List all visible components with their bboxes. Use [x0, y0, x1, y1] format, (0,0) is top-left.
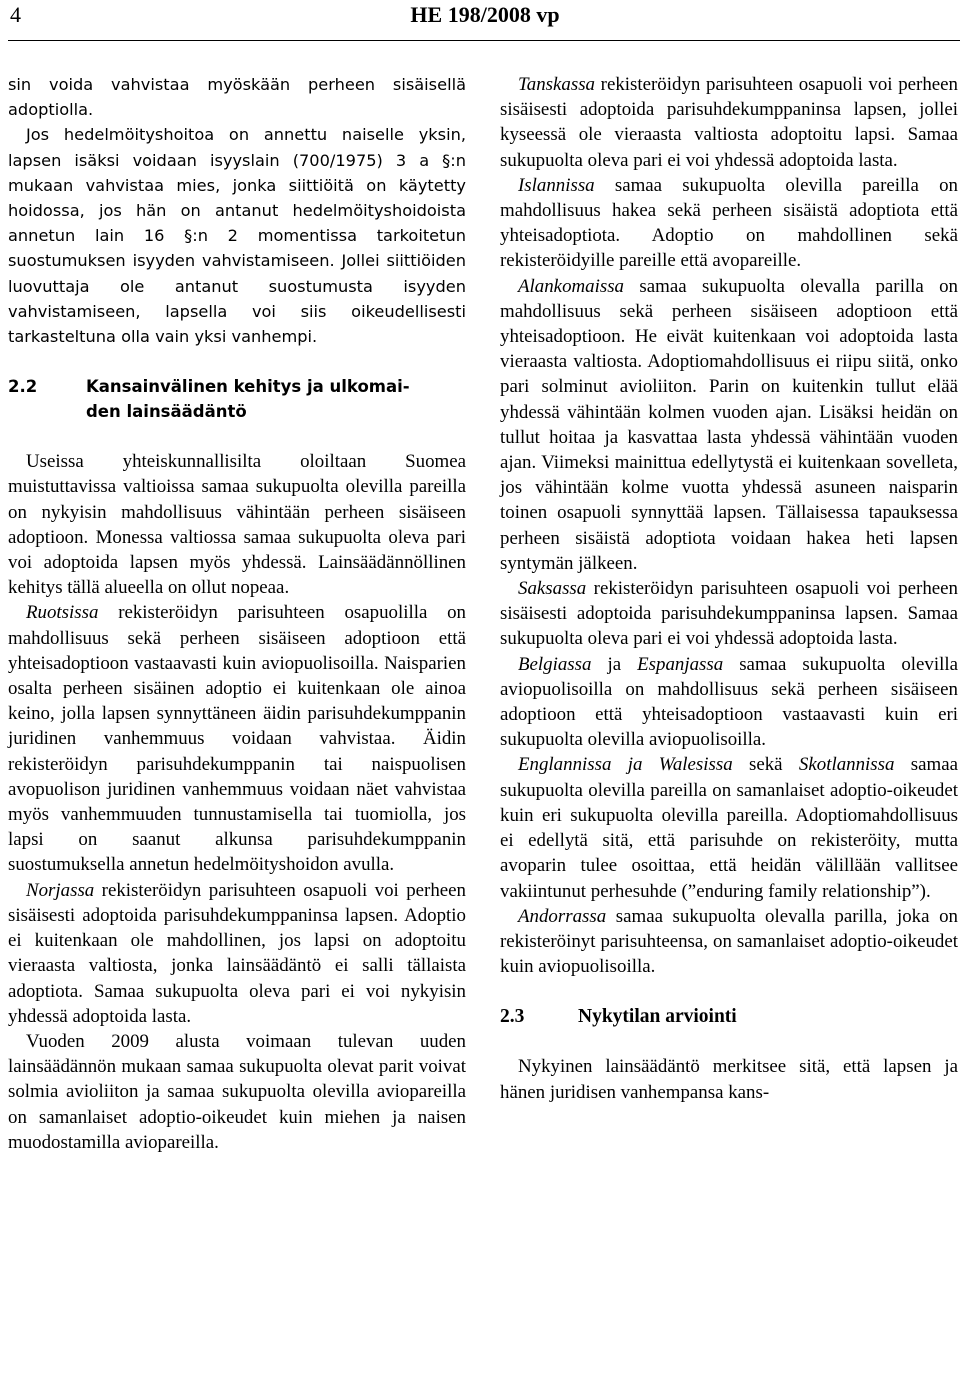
country-sweden: Ruotsissa: [26, 602, 99, 624]
left-paragraph-4: Ruotsissa rekisteröidyn parisuhteen osapuolilla on mahdollisuus sekä perheen sisäiseen adoptioon että yhteisadoptioon vastaavasti kuin aviopuolisoilla. Naisparien osalta perheen sisäinen adoptio ei kuitenkaan ole ainoa keino, jolla lapsen synnyttäneen äidin parisuhdekumppanin juridinen vanhemmuus voidaan vahvistaa. Äidin rekisteröidyn parisuhdekumppanin tai naispuolisen avopuolison juridinen vanhemmuus voidaan näet vahvistaa myös vanhemmuuden tunnustamisella tai tuomiolla, jos lapsi on saanut alkunsa parisuhdekumppanin suostumuksella annetun hedelmöityshoidon avulla.: [8, 602, 466, 876]
left-paragraph-2: Jos hedelmöityshoitoa on annettu naiselle yksin, lapsen isäksi voidaan isyyslain (700/1975) 3 a §:n mukaan vahvistaa mies, jonka siittiöitä on käytetty hoidossa, jos hän on antanut hedelmöityshoidoista annetun lain 16 §:n 2 momentissa tarkoitetun suostumuksen isyyden vahvistamiseen. Jollei siittiöiden luovuttaja ole antanut suostumusta isyyden vahvistamiseen, lapsella voi siis oikeudellisesti tarkasteltuna olla vain yksi vanhempi.: [8, 125, 466, 347]
right-paragraph-7: Andorrassa samaa sukupuolta olevalla parilla, joka on rekisteröinyt parisuhteensa, on samanlaiset adoptio-oikeudet kuin aviopuolisoilla.: [500, 905, 958, 978]
section-2-3-heading: [500, 1004, 958, 1029]
right-paragraph-2: Islannissa samaa sukupuolta olevilla pareilla on mahdollisuus hakea sekä perheen sisäistä adoptiota että yhteisadoptiota. Adoptio on mahdollinen sekä rekisteröidyille pareille että avopareille.: [500, 174, 958, 272]
country-netherlands: Alankomaissa: [518, 275, 624, 297]
page-header: [0, 0, 960, 40]
right-paragraph-1: Tanskassa rekisteröidyn parisuhteen osapuoli voi perheen sisäisesti adoptoida parisuhdekumppaninsa lapsen, jollei kyseessä ole vieraasta valtiosta adoptoitu lapsi. Samaa sukupuolta oleva pari ei voi yhdessä adoptoida lasta.: [500, 74, 958, 171]
document-id: HE 198/2008 vp: [410, 2, 560, 27]
right-paragraph-4: Saksassa rekisteröidyn parisuhteen osapuoli voi perheen sisäisesti adoptoida parisuhdekumppaninsa lapsen. Samaa sukupuolta oleva pari ei voi yhdessä adoptoida lasta.: [500, 578, 958, 650]
right-paragraph-5: Belgiassa ja Espanjassa samaa sukupuolta olevilla aviopuolisoilla on mahdollisuus sekä perheen sisäiseen adoptioon että yhteisadoptioon vastaavasti kuin eri sukupuolta olevilla aviopuolisoilla.: [500, 653, 958, 751]
country-scotland: Skotlannissa: [798, 754, 895, 776]
left-paragraph-6: Vuoden 2009 alusta voimaan tulevan uuden lainsäädännön mukaan samaa sukupuolta olevat parit voivat solmia avioliiton ja samaa sukupuolta olevilla aviopareilla on samanlaiset adoptio-oikeudet kuin miehen ja naisen muodostamilla aviopareilla.: [8, 1030, 466, 1153]
page-number: 4: [10, 2, 21, 27]
left-column: [8, 72, 466, 1155]
section-2-2-heading: [8, 374, 466, 424]
country-denmark: Tanskassa: [518, 74, 595, 95]
section-number: 2.3: [500, 1006, 525, 1028]
section-title-line-1: Kansainvälinen kehitys ja ulkomai-: [86, 377, 410, 397]
section-title: Nykytilan arviointi: [578, 1006, 737, 1028]
right-paragraph-3: Alankomaissa samaa sukupuolta olevalla parilla on mahdollisuus sekä perheen sisäiseen adoptioon että yhteisadoptioon. He eivät kuitenkaan voi adoptoida lasta vieraasta valtiosta. Adoptiomahdollisuus ei riipu siitä, onko pari solminut avioliiton. Parin on kuitenkin tullut elää yhdessä vähintään kolmen vuoden ajan. Lisäksi heidän on tullut hoitaa ja kasvattaa lasta yhdessä vähintään vuoden ajan. Viimeksi mainittua edellytystä ei kuitenkaan sovelleta, jos vähintään kolme vuotta yhdessä asuneen naisparin toinen osapuoli synnyttää lapsen. Tällaisessa tapauksessa perheen sisäistä adoptiota voidaan hakea heti lapsen syntymän jälkeen.: [500, 275, 958, 574]
section-title-line-2: den lainsäädäntö: [86, 402, 247, 422]
country-england-wales: Englannissa ja Walesissa: [518, 754, 733, 776]
section-number: 2.2: [8, 377, 38, 397]
left-paragraph-1: sin voida vahvistaa myöskään perheen sisäisellä adoptiolla.: [8, 75, 466, 120]
left-paragraph-3: Useissa yhteiskunnallisilta oloiltaan Suomea muistuttavissa valtioissa samaa sukupuolta olevilla pareilla on nykyisin mahdollisuus vähintään perheen sisäiseen adoptioon. Monessa valtiossa samaa sukupuolta oleva pari voi adoptoida lapsen myös yhdessä. Lainsäädännöllinen kehitys tällä alueella on ollut nopeaa.: [8, 451, 466, 599]
country-andorra: Andorrassa: [518, 905, 607, 927]
right-paragraph-8: Nykyinen lainsäädäntö merkitsee sitä, että lapsen ja hänen juridisen vanhempansa kans-: [500, 1056, 958, 1103]
left-paragraph-5: Norjassa rekisteröidyn parisuhteen osapuoli voi perheen sisäisesti adoptoida parisuhdekumppaninsa lapsen. Adoptio ei kuitenkaan ole mahdollinen, jos lapsi on adoptoitu vieraasta valtiosta, jonka lainsäädäntö ei salli tällaista adoptiota. Samaa sukupuolta oleva pari ei voi nykyisin yhdessä adoptoida lasta.: [8, 879, 466, 1027]
country-germany: Saksassa: [518, 578, 587, 600]
country-norway: Norjassa: [26, 879, 95, 901]
country-belgium: Belgiassa: [518, 653, 592, 675]
header-rule: [8, 40, 960, 41]
country-iceland: Islannissa: [518, 174, 595, 196]
right-column: [500, 72, 958, 1105]
right-paragraph-6: Englannissa ja Walesissa sekä Skotlannissa samaa sukupuolta olevilla pareilla on samanlaiset adoptio-oikeudet kuin eri sukupuolta olevilla pareilla. Adoptiomahdollisuus ei edellytä sitä, että parisuhde on rekisteröity, mutta avoparin tulee osoittaa, että heidän välillään vallitsee vakiintunut perhesuhde (”enduring family relationship”).: [500, 754, 958, 902]
country-spain: Espanjassa: [637, 653, 724, 675]
